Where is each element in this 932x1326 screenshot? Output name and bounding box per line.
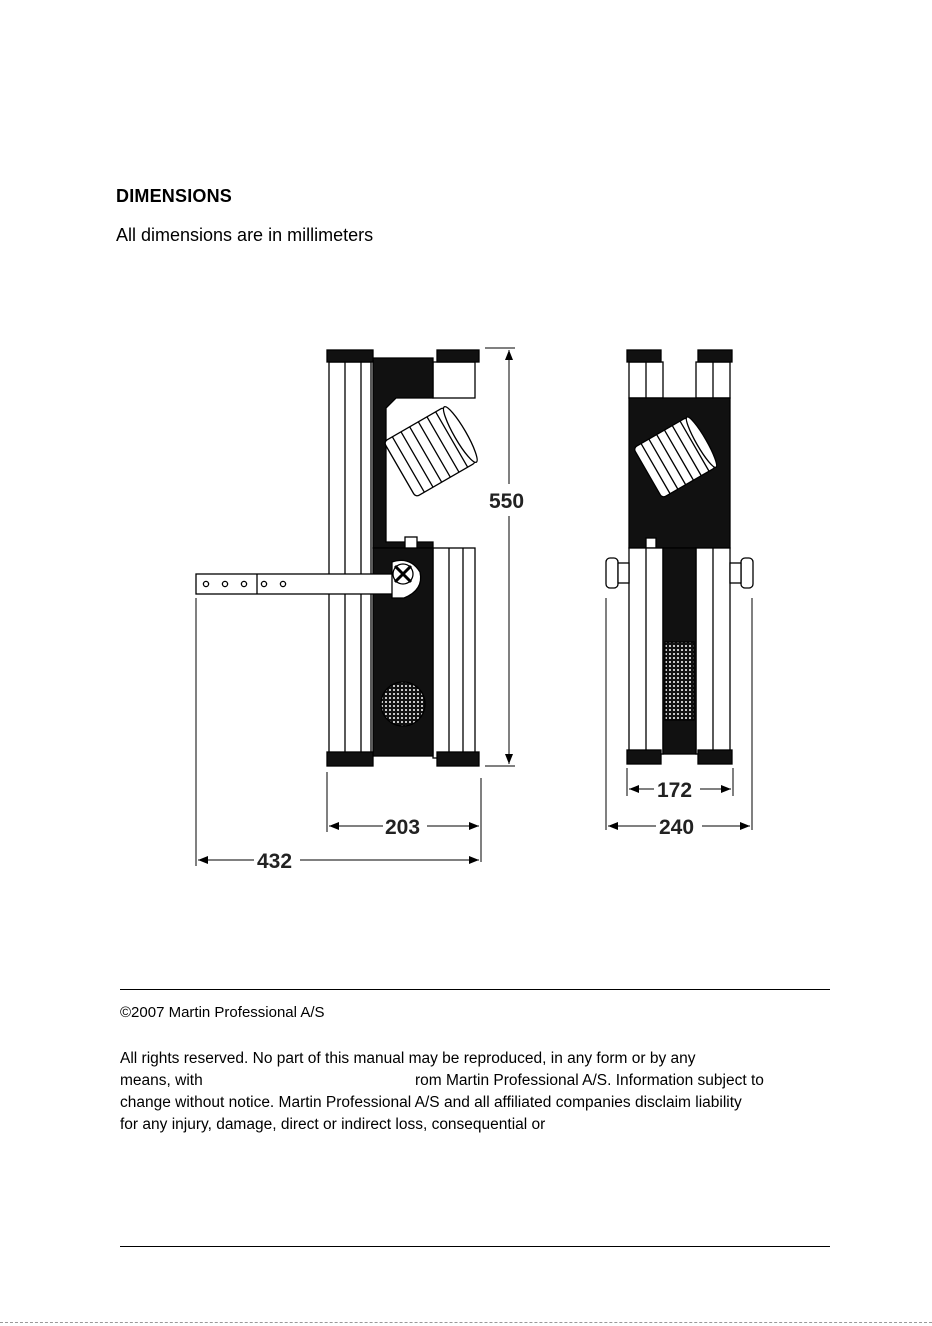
section-title: DIMENSIONS <box>116 186 233 206</box>
legal-notice <box>120 1048 832 1136</box>
legal-line: change without notice. Martin Professional A/S and all affiliated companies disclaim liability <box>120 1094 742 1111</box>
legal-line: All rights reserved. No part of this manual may be reproduced, in any form or by any <box>120 1050 696 1067</box>
legal-line-fragment: rom Martin Professional A/S. Information subject to <box>415 1072 764 1089</box>
legal-line-fragment: means, with <box>120 1072 203 1089</box>
dim-front-inner-width-label: 172 <box>657 779 693 802</box>
front-view <box>606 350 753 764</box>
section-subtitle: All dimensions are in millimeters <box>116 225 374 245</box>
dim-overall-depth-label: 432 <box>257 850 293 873</box>
dim-height-label: 550 <box>489 490 525 513</box>
footer-bottom-rule <box>120 1246 830 1247</box>
footer-top-rule <box>120 989 830 990</box>
copyright-text: ©2007 Martin Professional A/S <box>120 1004 325 1021</box>
legal-line <box>120 1070 832 1092</box>
legal-line: for any injury, damage, direct or indirect loss, consequential or <box>120 1116 546 1133</box>
side-view <box>196 350 482 766</box>
page-edge <box>0 1322 932 1326</box>
dim-front-outer-width-label: 240 <box>659 816 695 839</box>
dim-side-depth-label: 203 <box>385 816 421 839</box>
